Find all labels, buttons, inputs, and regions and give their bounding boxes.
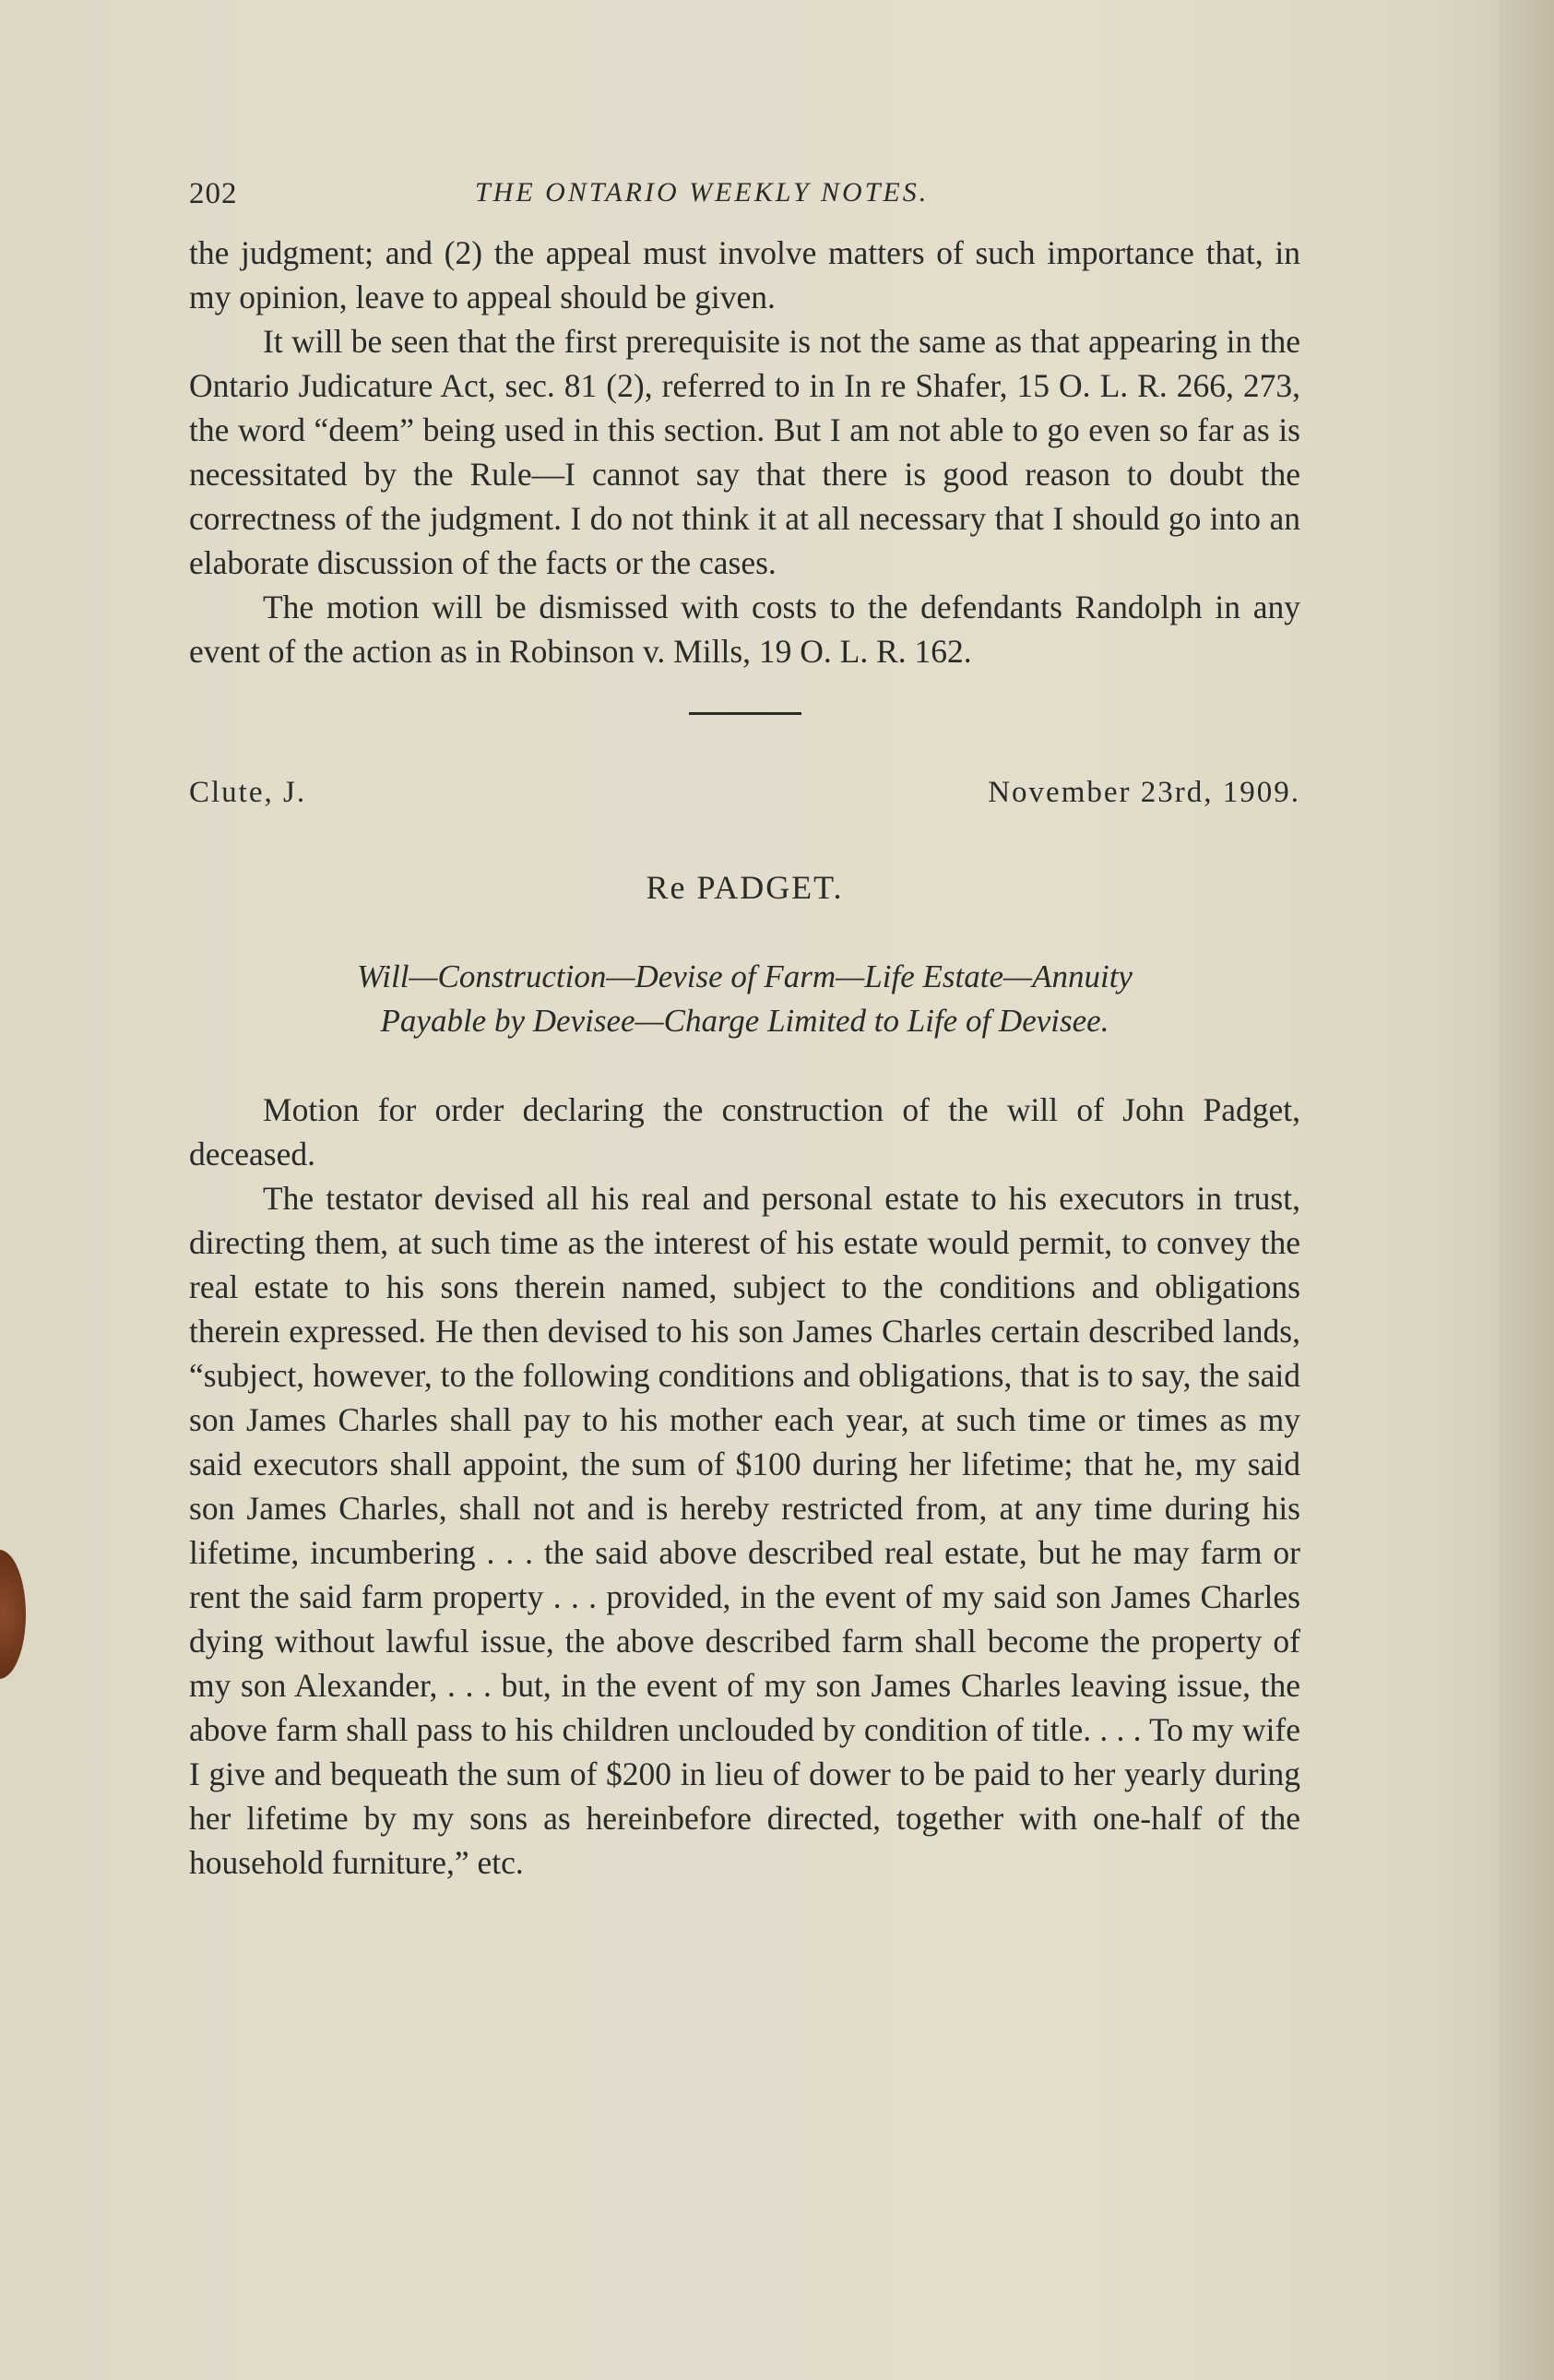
opening-text (189, 231, 1300, 673)
opening-paragraph: It will be seen that the first prerequisite is not the same as that appearing in the Ontario Judicature Act, sec. 81 (2), referred to in In re Shafer, 15 O. L. R. 266, 273, the word “deem” being used in this section. But I am not able to go even so far as is necessitated by the Rule—I cannot say that there is good reason to doubt the correctness of the judgment. I do not think it at all necessary that I should go into an elaborate discussion of the facts or the cases. (189, 323, 1300, 581)
case-byline (189, 776, 1300, 831)
case-body (189, 1088, 1300, 1885)
running-title: THE ONTARIO WEEKLY NOTES. (475, 177, 930, 208)
thumb-tab (0, 1550, 26, 1679)
headnote-line: Will—Construction—Devise of Farm—Life Estate—Annuity (357, 958, 1133, 994)
section-divider (689, 712, 801, 715)
headnote-line: Payable by Devisee—Charge Limited to Life of Devisee. (380, 1003, 1109, 1039)
page-content (189, 166, 1300, 1885)
page-header (189, 166, 1300, 231)
opening-paragraph: the judgment; and (2) the appeal must involve matters of such importance that, in my opinion, leave to appeal should be given. (189, 234, 1300, 315)
judge-name: Clute, J. (189, 776, 307, 809)
page-number: 202 (189, 177, 238, 210)
case-title: Re PADGET. (646, 869, 844, 906)
headnote (189, 955, 1300, 1043)
page-gutter (1499, 0, 1554, 2380)
case-paragraph: The testator devised all his real and personal estate to his executors in trust, directing them, at such time as the interest of his estate would permit, to convey the real estate to his sons therein named, subject to the conditions and obligations therein expressed. He then devised to his son James Charles certain described lands, “subject, however, to the following conditions and obligations, that is to say, the said son James Charles shall pay to his mother each year, at such time or times as my said executors shall appoint, the sum of $100 during her lifetime; that he, my said son James Charles, shall not and is hereby restricted from, at any time during his lifetime, incumbering . . . the said above described real estate, but he may farm or rent the said farm property . . . provided, in the event of my said son James Charles dying without lawful issue, the above described farm shall become the property of my son Alexander, . . . but, in the event of my son James Charles leaving issue, the above farm shall pass to his children unclouded by condition of title. . . . To my wife I give and bequeath the sum of $200 in lieu of dower to be paid to her yearly during her lifetime by my sons as hereinbefore directed, together with one-half of the household furniture,” etc. (189, 1180, 1300, 1881)
opening-paragraph: The motion will be dismissed with costs to the defendants Randolph in any event of the action as in Robinson v. Mills, 19 O. L. R. 162. (189, 589, 1300, 670)
decision-date: November 23rd, 1909. (988, 776, 1300, 809)
case-paragraph: Motion for order declaring the construction of the will of John Padget, deceased. (189, 1091, 1300, 1172)
